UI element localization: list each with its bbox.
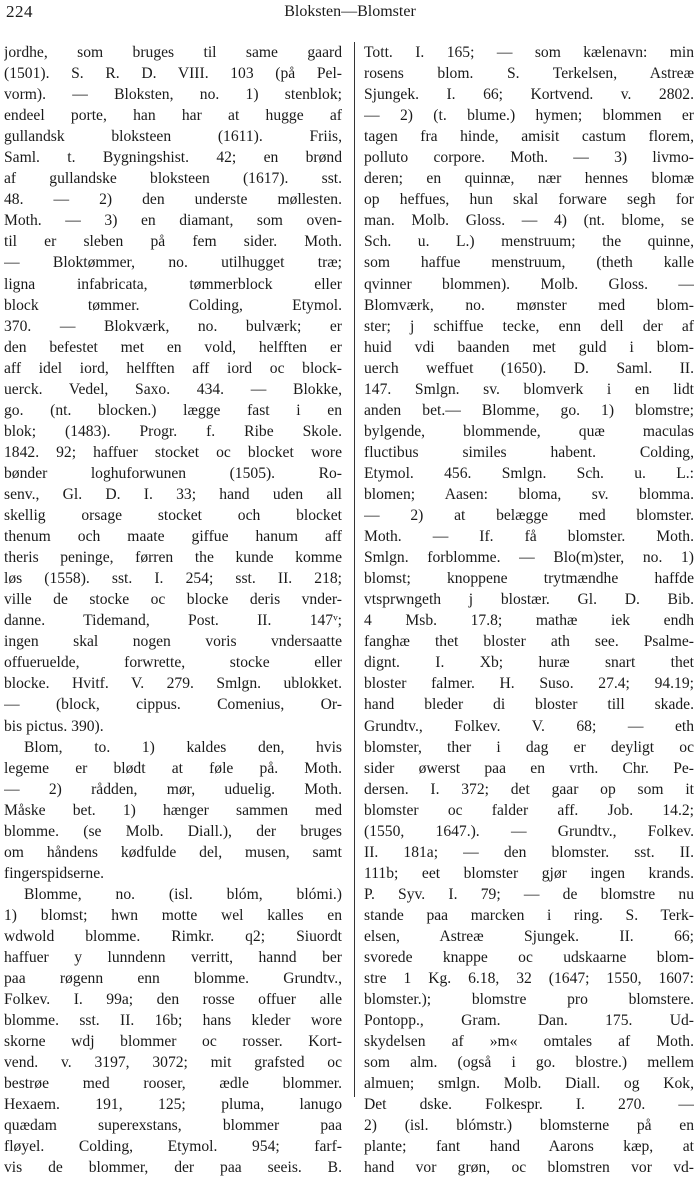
text-line: (1550, 1647.). — Grundtv., Folkev. [364, 822, 694, 840]
text-line: theris peninge, førren the kunde komme [4, 549, 342, 567]
text-line: skydelsen af »m« omtales af Moth. [364, 1033, 694, 1051]
text-line: — Bloktømmer, no. utilhugget træ; [4, 254, 342, 272]
text-line: — 2) at belægge med blomster. [364, 507, 694, 525]
text-line: blomster, ther i dag er deyligt oc [364, 738, 694, 756]
text-line: blok; (1483). Progr. f. Ribe Skole. [4, 422, 342, 440]
text-line: gullandsk bloksteen (1611). Friis, [4, 128, 342, 146]
text-line: Smlgn. forblomme. — Blo(m)ster, no. 1) [364, 549, 694, 567]
text-line: som haffue menstruum, (theth kalle [364, 254, 694, 272]
text-line: ster; j schiffue tecke, enn dell der af [364, 317, 694, 335]
text-line: ingen skal nogen voris vndersaatte [4, 633, 342, 651]
text-line: løs (1558). sst. I. 254; sst. II. 218; [4, 570, 342, 588]
text-line: Moth. — 3) en diamant, som oven- [4, 212, 342, 230]
text-line: fanghæ thet bloster ath see. Psalme- [364, 633, 694, 651]
text-line: 1) blomst; hwn motte wel kalles en [4, 906, 342, 924]
text-line: om håndens kødfulde del, musen, samt [4, 843, 342, 861]
text-line: Blomme, no. (isl. blóm, blómi.) [24, 885, 342, 903]
text-line: blomster oc falder aff. Job. 14.2; [364, 801, 694, 819]
text-line: vend. v. 3197, 3072; mit grafsted oc [4, 1054, 342, 1072]
text-line: Grundtv., Folkev. V. 68; — eth [364, 717, 694, 735]
text-line: man. Molb. Gloss. — 4) (nt. blome, se [364, 212, 694, 230]
text-line: uerch weffuet (1650). D. Saml. II. [364, 359, 694, 377]
text-line: blomme. sst. II. 16b; hans kleder wore [4, 1012, 342, 1030]
text-line: tagen fra hinde, amisit castum florem, [364, 128, 694, 146]
text-line: 4 Msb. 17.8; mathæ iek endh [364, 612, 694, 630]
text-line: bylgende, blommende, quæ maculas [364, 422, 694, 440]
text-line: — 2) rådden, mør, uduelig. Moth. [4, 780, 342, 798]
text-line: anden bet.— Blomme, go. 1) blomstre; [364, 401, 694, 419]
text-line: hand bleder di bloster till skade. [364, 696, 694, 714]
text-line: til er sleben på fem sider. Moth. [4, 233, 342, 251]
text-line: vorm). — Bloksten, no. 1) stenblok; [4, 86, 342, 104]
text-line: skellig orsage stocket och blocket [4, 507, 342, 525]
text-line: Sch. u. L.) menstruum; the quinne, [364, 233, 694, 251]
text-line: huid vdi baanden met guld i blom- [364, 338, 694, 356]
text-line: blomen; Aasen: bloma, sv. blomma. [364, 485, 694, 503]
text-line: Hexaem. 191, 125; pluma, lanugo [4, 1096, 342, 1114]
running-head: Bloksten—Blomster [284, 3, 416, 20]
page-number: 224 [6, 2, 33, 21]
text-line: qvinner blommen). Molb. Gloss. — [364, 275, 694, 293]
text-line: uerck. Vedel, Saxo. 434. — Blokke, [4, 380, 342, 398]
column-divider [354, 42, 355, 1097]
page-header [0, 0, 700, 30]
text-line: wdwold blomme. Rimkr. q2; Siuordt [4, 927, 342, 945]
text-line: aff idel iord, helfften aff iord oc block- [4, 359, 342, 377]
text-line: thenum och maate giffue hanum aff [4, 528, 342, 546]
text-line: ville de stocke oc blocke deris vnder- [4, 591, 342, 609]
text-line: go. (nt. blocken.) lægge fast i en [4, 401, 342, 419]
text-line: II. 181a; — den blomster. sst. II. [364, 843, 694, 861]
text-line: fluctibus similes habent. Colding, [364, 443, 694, 461]
text-line: 370. — Blokværk, no. bulværk; er [4, 317, 342, 335]
text-line: — (block, cippus. Comenius, Or- [4, 696, 342, 714]
text-line: dignt. I. Xb; huræ snart thet [364, 654, 694, 672]
text-line: offueruelde, forwrette, stocke eller [4, 654, 342, 672]
text-columns [4, 42, 694, 1177]
text-line: Det dske. Folkespr. I. 270. — [364, 1096, 694, 1114]
text-line: 1842. 92; haffuer stocket oc blocket wore [4, 443, 342, 461]
text-line: plante; fant hand Aarons kæp, at [364, 1138, 694, 1156]
text-line: vis de blommer, der paa seeis. B. [4, 1159, 342, 1177]
text-line: bloster falmer. H. Suso. 27.4; 94.19; [364, 675, 694, 693]
text-line: almuen; smlgn. Molb. Diall. og Kok, [364, 1075, 694, 1093]
text-line: 147. Smlgn. sv. blomverk i en lidt [364, 380, 694, 398]
text-line: blomster.); blomstre pro blomstere. [364, 991, 694, 1009]
text-line: quædam superexstans, blommer paa [4, 1117, 342, 1135]
text-line: af gullandske bloksteen (1617). sst. [4, 170, 342, 188]
text-line: sider øwerst paa en vrth. Chr. Pe- [364, 759, 694, 777]
left-column [4, 42, 342, 1179]
text-line: svorede knappe oc udskaarne blom- [364, 949, 694, 967]
text-line: rosens blom. S. Terkelsen, Astreæ [364, 65, 694, 83]
text-line: polluto corpore. Moth. — 3) livmo- [364, 149, 694, 167]
text-line: vtsprwngeth j blostær. Gl. D. Bib. [364, 591, 694, 609]
text-line: op heffues, hun skal forware segh for [364, 191, 694, 209]
text-line: Sjungek. I. 66; Kortvend. v. 2802. [364, 86, 694, 104]
text-line: hand vor grøn, oc blomstren vor vd- [364, 1159, 694, 1177]
text-line: legeme er blødt at føle på. Moth. [4, 759, 342, 777]
text-line: dersen. I. 372; det gaar op som it [364, 780, 694, 798]
text-line: jordhe, som bruges til same gaard [4, 44, 342, 61]
text-line: blomst; knoppene trytmændhe haffde [364, 570, 694, 588]
text-line: 111b; eet blomster gjør ingen krands. [364, 864, 694, 882]
text-line: ligna infabricata, tømmerblock eller [4, 275, 342, 293]
text-line: stande paa marcken i ring. S. Terk- [364, 906, 694, 924]
text-line: Pontopp., Gram. Dan. 175. Ud- [364, 1012, 694, 1030]
text-line: elsen, Astreæ Sjungek. II. 66; [364, 927, 694, 945]
text-line: Folkev. I. 99a; den rosse offuer alle [4, 991, 342, 1009]
text-line: Moth. — If. få blomster. Moth. [364, 528, 694, 546]
text-line: endeel porte, han har at hugge af [4, 107, 342, 125]
text-line: danne. Tidemand, Post. II. 147ᵛ; [4, 612, 342, 630]
text-line: Blom, to. 1) kaldes den, hvis [24, 738, 342, 756]
text-line: (1501). S. R. D. VIII. 103 (på Pel- [4, 65, 342, 83]
text-line: Tott. I. 165; — som kælenavn: min [364, 44, 694, 61]
text-line: haffuer y lunndenn verritt, hannd ber [4, 949, 342, 967]
text-line: 48. — 2) den underste møllesten. [4, 191, 342, 209]
text-line: Blomværk, no. mønster med blom- [364, 296, 694, 314]
text-line: senv., Gl. D. I. 33; hand uden all [4, 485, 342, 503]
text-line: fingerspidserne. [4, 864, 105, 882]
text-line: P. Syv. I. 79; — de blomstre nu [364, 885, 694, 903]
text-line: blocke. Hvitf. V. 279. Smlgn. ublokket. [4, 675, 342, 693]
text-line: blomme. (se Molb. Diall.), der bruges [4, 822, 342, 840]
text-line: deren; en quinnæ, nær hennes blomæ [364, 170, 694, 188]
text-line: bestrøe med rooser, ædle blommer. [4, 1075, 342, 1093]
text-line: Saml. t. Bygningshist. 42; en brønd [4, 149, 342, 167]
text-line: bis pictus. 390). [4, 717, 104, 735]
text-line: skorne wdj blommer oc rosser. Kort- [4, 1033, 342, 1051]
text-line: — 2) (t. blume.) hymen; blommen er [364, 107, 694, 125]
text-line: stre 1 Kg. 6.18, 32 (1647; 1550, 1607: [364, 970, 694, 988]
text-line: fløyel. Colding, Etymol. 954; farf- [4, 1138, 342, 1156]
text-line: 2) (isl. blómstr.) blomsterne på en [364, 1117, 694, 1135]
text-line: Måske bet. 1) hænger sammen med [4, 801, 342, 819]
text-line: den befestet met en vold, helfften er [4, 338, 342, 356]
text-line: som alm. (også i go. blostre.) mellem [364, 1054, 694, 1072]
text-line: Etymol. 456. Smlgn. Sch. u. L.: [364, 464, 694, 482]
text-line: bønder loghuforwunen (1505). Ro- [4, 464, 342, 482]
text-line: block tømmer. Colding, Etymol. [4, 296, 342, 314]
text-line: paa røgenn enn blomme. Grundtv., [4, 970, 342, 988]
right-column [364, 42, 694, 1179]
